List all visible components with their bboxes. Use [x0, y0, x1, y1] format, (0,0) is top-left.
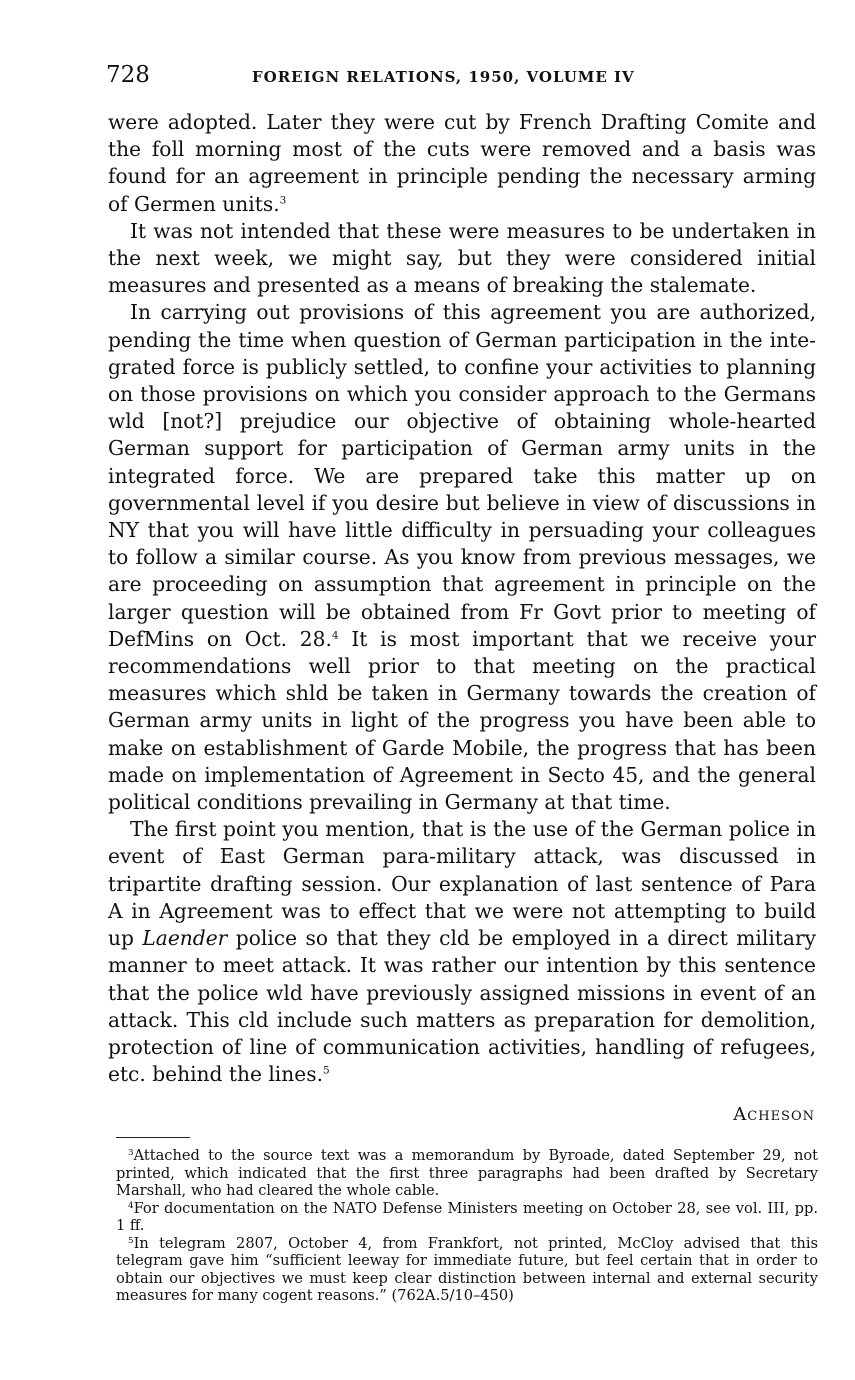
paragraph-4-italic: Laender: [142, 926, 228, 951]
footnote-5-text: In telegram 2807, October 4, from Frankfort, not printed, McCloy advised that this telegram gave him “sufficient leeway for immediate future, but feel certain that in order to obtain our objectives we must keep clear distinction between internal and external security measures for many cogent reasons.” (762A.5/10–450): [116, 1234, 818, 1304]
page-header: [106, 62, 816, 92]
body-text: [108, 109, 816, 1088]
footnote-ref-4: 4: [331, 629, 339, 642]
paragraph-1: [108, 109, 816, 218]
paragraph-3-text-end: It is most important that we receive your recommendations well prior to that meeting on the practical measures which shld be taken in Germany towards the creation of German army units in light of the progress you have been able to make on establishment of Garde Mobile, the progress that has been made on implementation of Agreement in Secto 45, and the general political conditions prevailing in Germany at that time.: [108, 626, 816, 815]
footnote-5: [116, 1235, 818, 1305]
paragraph-1-text: were adopted. Later they were cut by French Drafting Comite and the foll morning most of the cuts were removed and a basis was found for an agreement in principle pending the necessary arming of Germen units.: [108, 110, 816, 216]
footnote-rule: [116, 1137, 190, 1138]
paragraph-4: [108, 816, 816, 1088]
paragraph-2: It was not intended that these were measures to be undertaken in the next week, we might say, but they were considered initial measures and presented as a means of breaking the stalemate.: [108, 218, 816, 298]
paragraph-4-text-end: police so that they cld be employed in a direct military manner to meet attack. It was rather our intention by this sentence that the police wld have previously assigned missions in event of an attack. This cld include such matters as preparation for demolition, protection of line of communication activities, handling of refugees, etc. behind the lines.: [108, 926, 816, 1087]
footnote-ref-5: 5: [323, 1064, 330, 1077]
footnote-ref-3: 3: [279, 194, 287, 207]
paragraph-4-text: The first point you mention, that is the use of the German police in event of East German para-military attack, was discussed in tripartite drafting session. Our explanation of last sentence of Para A in Agreement was to effect that we were not attempting to build up: [108, 817, 816, 951]
paragraph-3-text: In carrying out provisions of this agreement you are authorized, pending the time when question of German participation in the integrated force is publicly settled, to confine your activities to planning on those provisions on which you consider approach to the Germans wld [not?] prejudice our objective of obtaining whole-hearted German support for participation of German army units in the integrated force. We are prepared take this matter up on governmental level if you desire but believe in view of discussions in NY that you will have little difficulty in persuading your colleagues to follow a similar course. As you know from previous messages, we are proceeding on assumption that agreement in principle on the larger question will be obtained from Fr Govt prior to meeting of DefMins on Oct. 28.: [108, 300, 816, 651]
footnote-4: [116, 1200, 818, 1235]
running-head: FOREIGN RELATIONS, 1950, VOLUME IV: [252, 68, 635, 86]
footnote-4-number: 4: [128, 1200, 134, 1211]
footnote-4-text: For documentation on the NATO Defense Ministers meeting on October 28, see vol. III, pp. 1 ff.: [116, 1199, 818, 1234]
footnote-5-number: 5: [128, 1235, 134, 1246]
footnotes: [116, 1147, 818, 1305]
signature: [733, 1104, 815, 1125]
footnote-3-text: Attached to the source text was a memorandum by Byroade, dated September 29, not printed, which indicated that the first three paragraphs had been drafted by Secretary Marshall, who had cleared the whole cable.: [116, 1147, 818, 1199]
paragraph-3: [108, 299, 816, 816]
footnote-3-number: 3: [128, 1148, 134, 1159]
footnote-3: [116, 1147, 818, 1200]
page-number: 728: [106, 62, 150, 88]
signature-text: Acheson: [733, 1104, 815, 1125]
